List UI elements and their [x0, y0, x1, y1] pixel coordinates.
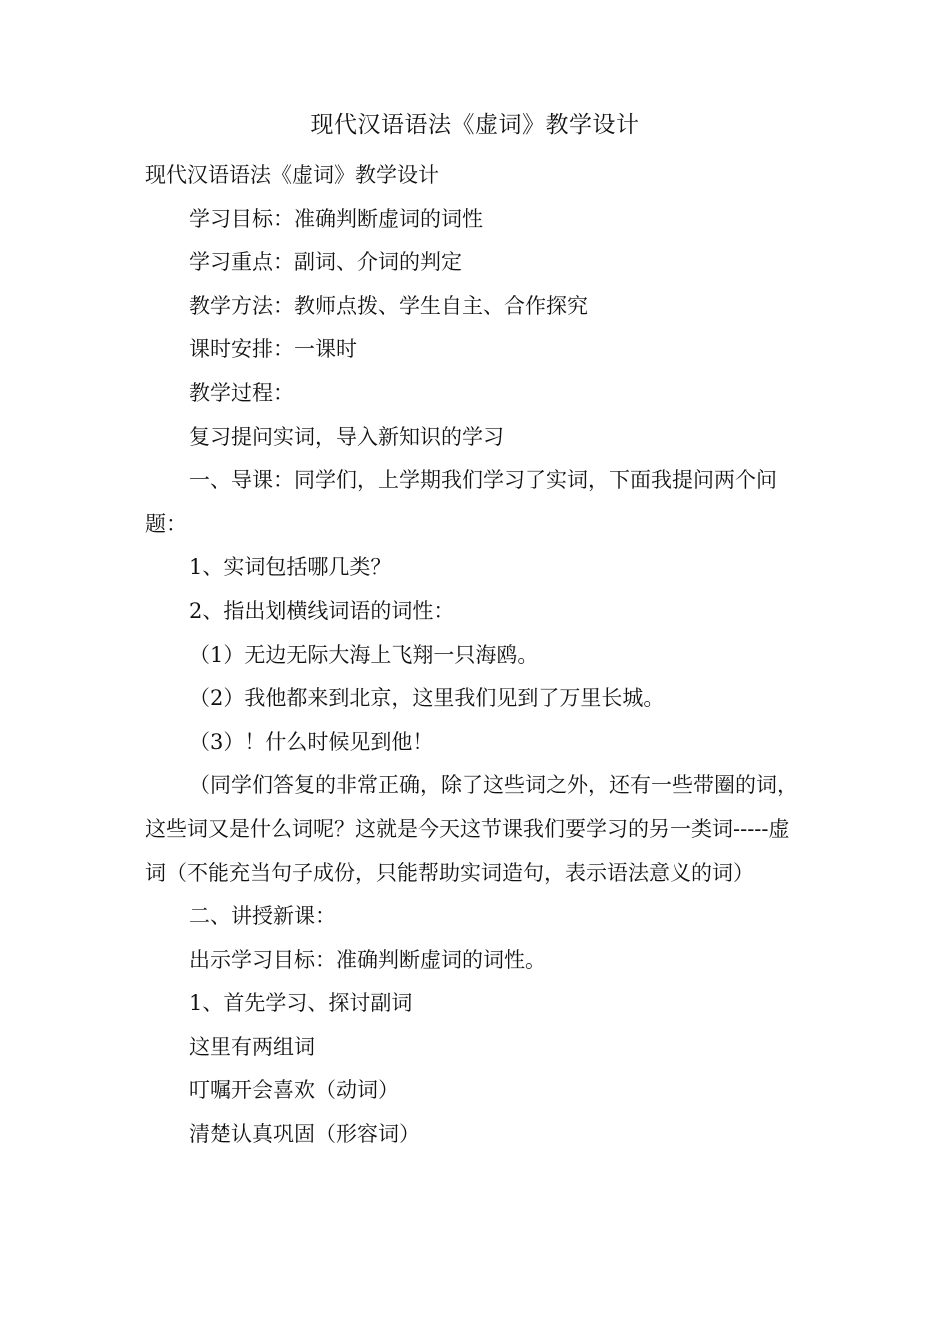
paragraph-example-1: （1）无边无际大海上飞翔一只海鸥。: [189, 642, 539, 667]
paragraph-question-2: 2、指出划横线词语的词性：: [189, 598, 455, 623]
paragraph-review: 复习提问实词，导入新知识的学习: [189, 424, 504, 449]
paragraph-intro: 一、导课：同学们，上学期我们学习了实词，下面我提问两个问题：: [145, 468, 777, 536]
paragraph-adjectives: 清楚认真巩固（形容词）: [189, 1122, 420, 1147]
paragraph-two-groups: 这里有两组词: [189, 1034, 315, 1059]
paragraph-heading: 现代汉语语法《虚词》教学设计: [145, 163, 439, 187]
paragraph-key-points: 学习重点：副词、介词的判定: [189, 250, 462, 275]
paragraph-adverb-study: 1、首先学习、探讨副词: [189, 991, 413, 1016]
paragraph-schedule: 课时安排：一课时: [189, 337, 357, 362]
paragraph-explanation: （同学们答复的非常正确，除了这些词之外，还有一些带圈的词，这些词又是什么词呢？这就是今天这节课我们要学习的另一类词-----虚词（不能充当句子成份，只能帮助实词造句，表示语法意义的词）: [145, 773, 798, 885]
paragraph-show-goal: 出示学习目标：准确判断虚词的词性。: [189, 947, 546, 972]
document-body: [145, 154, 810, 1157]
paragraph-example-3: （3）！什么时候见到他！: [189, 729, 434, 754]
paragraph-learning-goal: 学习目标：准确判断虚词的词性: [189, 206, 483, 231]
paragraph-teaching-method: 教学方法：教师点拨、学生自主、合作探究: [189, 293, 588, 318]
paragraph-verbs: 叮嘱开会喜欢（动词）: [189, 1078, 399, 1103]
paragraph-process: 教学过程：: [189, 380, 294, 405]
document-title: 现代汉语语法《虚词》教学设计: [310, 112, 640, 138]
paragraph-question-1: 1、实词包括哪几类？: [189, 555, 392, 580]
paragraph-new-lesson: 二、讲授新课：: [189, 904, 336, 929]
paragraph-example-2: （2）我他都来到北京，这里我们见到了万里长城。: [189, 686, 665, 711]
